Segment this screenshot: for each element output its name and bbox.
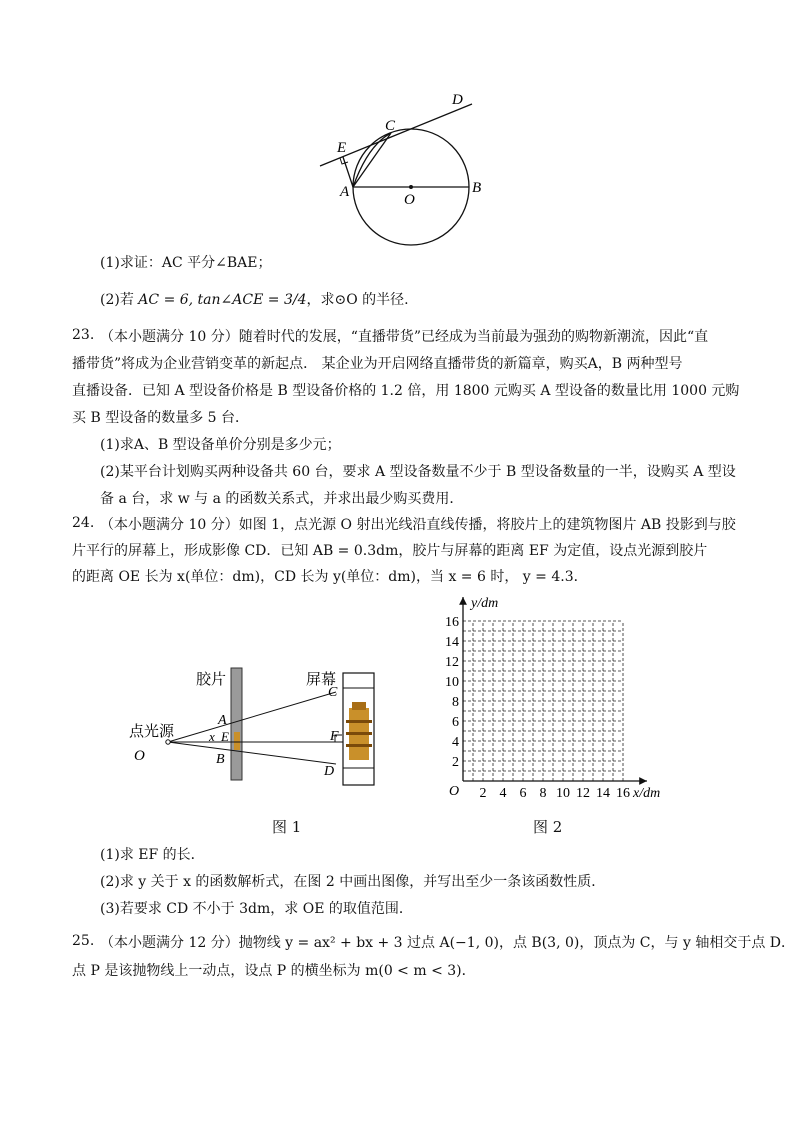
x-axis-label: x/dm (633, 786, 661, 801)
label-B: B (216, 752, 225, 767)
label-F: F (330, 729, 339, 744)
label-O: O (134, 748, 145, 764)
label-x: x (209, 729, 215, 744)
x-tick-label: 12 (576, 786, 590, 801)
y-tick-label: 6 (452, 715, 459, 730)
q24-part1: (1)求 EF 的长． (100, 847, 205, 863)
label-C: C (328, 685, 338, 700)
label-E: E (337, 140, 347, 156)
film-label: 胶片 (196, 672, 227, 688)
y-tick-label: 8 (452, 695, 459, 710)
q24-part2: (2)求 y 关于 x 的函数解析式，在图 2 中画出图像，并写出至少一条该函数性质． (100, 874, 606, 890)
x-tick-label: 4 (499, 786, 507, 801)
y-axis-label: y/dm (471, 596, 499, 611)
q24-number: 24. (72, 515, 95, 531)
y-tick-label: 12 (445, 655, 459, 670)
x-tick-label: 14 (596, 786, 610, 801)
q25-line: （本小题满分 12 分）抛物线 y = ax² + bx + 3 过点 A(−1, 0)，点 B(3, 0)，顶点为 C，与 y 轴相交于点 D． (100, 935, 795, 951)
q24-line: 的距离 OE 长为 x(单位：dm)，CD 长为 y(单位：dm)，当 x = 6 时， y = 4.3． (72, 569, 588, 585)
q22-part1: (1)求证：AC 平分∠BAE； (100, 255, 272, 271)
tower-image-small (234, 732, 240, 750)
figure1-caption: 图 1 (272, 818, 302, 836)
label-A: A (218, 713, 227, 728)
q23-line: 播带货”将成为企业营销变革的新起点． 某企业为开启网络直播带货的新篇章，购买A，B 两种型号 (72, 356, 683, 372)
y-tick-label: 14 (445, 635, 459, 650)
q24-part3: (3)若要求 CD 不小于 3dm，求 OE 的取值范围． (100, 901, 413, 917)
label-C: C (385, 118, 396, 134)
label-E: E (221, 729, 229, 744)
x-tick-label: 10 (556, 786, 570, 801)
label-D: D (324, 764, 335, 779)
projection-figure (120, 660, 390, 790)
label-A: A (340, 184, 350, 200)
q23-part2: (2)某平台计划购买两种设备共 60 台，要求 A 型设备数量不少于 B 型设备数量的一半，设购买 A 型设 (100, 464, 736, 480)
y-tick-label: 10 (445, 675, 459, 690)
coordinate-grid (425, 593, 715, 803)
q22-part2 (100, 290, 740, 310)
q22-part2-tail: ，求⊙O 的半径. (306, 292, 409, 308)
q22-part2-lead: (2)若 (100, 292, 134, 308)
circle-geometry-figure (300, 90, 520, 250)
film-strip (231, 668, 242, 780)
x-tick-label: 2 (479, 786, 487, 801)
q23-part1: (1)求A、B 型设备单价分别是多少元； (100, 437, 341, 453)
q23-line: 买 B 型设备的数量多 5 台． (72, 410, 249, 426)
q23-line: 直播设备．已知 A 型设备价格是 B 型设备价格的 1.2 倍，用 1800 元购买 A 型设备的数量比用 1000 元购 (72, 383, 740, 399)
y-tick-label: 4 (452, 735, 459, 750)
y-tick-label: 2 (452, 755, 459, 770)
label-D: D (452, 92, 463, 108)
label-O: O (404, 192, 415, 208)
source-label: 点光源 (129, 724, 175, 740)
q24-line: （本小题满分 10 分）如图 1，点光源 O 射出光线沿直线传播，将胶片上的建筑物图片 AB 投影到与胶 (100, 517, 736, 533)
origin-label: O (449, 784, 460, 799)
label-B: B (472, 180, 482, 196)
q23-line: （本小题满分 10 分）随着时代的发展，“直播带货”已经成为当前最为强劲的购物新潮流，因此“直 (100, 329, 709, 345)
q23-part2-cont: 备 a 台，求 w 与 a 的函数关系式，并求出最少购买费用． (100, 491, 464, 507)
q25-number: 25. (72, 933, 95, 949)
y-tick-label: 16 (445, 615, 459, 630)
figure2-caption: 图 2 (533, 818, 563, 836)
q25-line: 点 P 是该抛物线上一动点，设点 P 的横坐标为 m(0 < m < 3)． (72, 963, 476, 979)
x-tick-label: 8 (539, 786, 547, 801)
x-tick-label: 16 (616, 786, 630, 801)
q22-part2-formula: AC = 6, tan∠ACE = 3/4 (138, 292, 307, 308)
q23-number: 23. (72, 327, 95, 343)
q24-line: 片平行的屏幕上，形成影像 CD．已知 AB = 0.3dm，胶片与屏幕的距离 EF 为定值，设点光源到胶片 (72, 543, 708, 559)
x-tick-label: 6 (519, 786, 527, 801)
screen-label: 屏幕 (306, 672, 337, 688)
